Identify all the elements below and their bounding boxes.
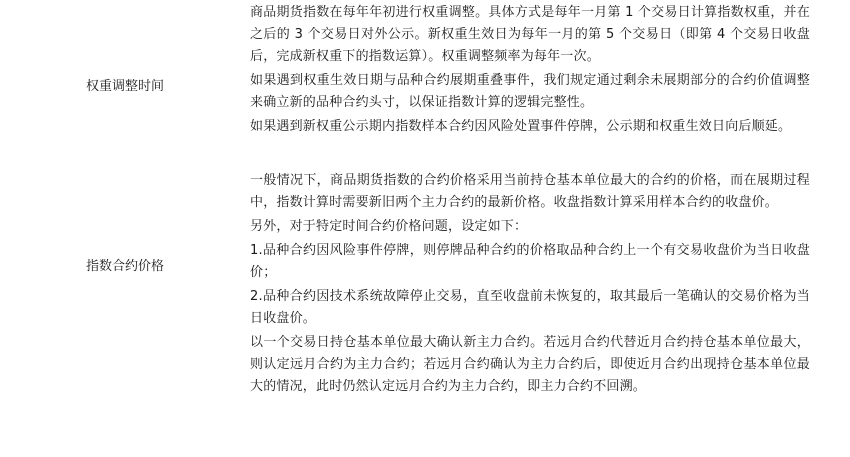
contract-price-paragraph: 以一个交易日持仓基本单位最大确认新主力合约。若远月合约代替近月合约持仓基本单位最大，则认定远月合约为主力合约；若远月合约确认为主力合约后，即使近月合约出现持仓基本单位最大的情况，此时仍然认定远月合约为主力合约，即主力合约不回溯。 bbox=[250, 335, 810, 394]
weight-adjustment-label: 权重调整时间 bbox=[85, 79, 164, 94]
contract-price-row bbox=[0, 170, 850, 457]
contract-price-paragraph: 另外，对于特定时间合约价格问题，设定如下： bbox=[250, 219, 528, 234]
contract-price-paragraph: 1.品种合约因风险事件停牌，则停牌品种合约的价格取品种合约上一个有交易收盘价为当日收盘价； bbox=[250, 243, 810, 280]
contract-price-paragraph: 一般情况下，商品期货指数的合约价格采用当前持仓基本单位最大的合约的价格，而在展期过程中，指数计算时需要新旧两个主力合约的最新价格。收盘指数计算采用样本合约的收盘价。 bbox=[250, 173, 810, 210]
weight-adjustment-paragraph: 商品期货指数在每年年初进行权重调整。具体方式是每年一月第 1 个交易日计算指数权重，并在之后的 3 个交易日对外公示。新权重生效日为每年一月的第 5 个交易日（即第 4 个交易日收盘后，完成新权重下的指数运算）。权重调整频率为每年一次。 bbox=[250, 5, 810, 64]
weight-adjustment-content bbox=[250, 2, 810, 138]
contract-price-paragraph: 2.品种合约因技术系统故障停止交易，直至收盘前未恢复的，取其最后一笔确认的交易价格为当日收盘价。 bbox=[250, 289, 810, 326]
weight-adjustment-paragraph: 如果遇到权重生效日期与品种合约展期重叠事件，我们规定通过剩余未展期部分的合约价值调整来确立新的品种合约头寸，以保证指数计算的逻辑完整性。 bbox=[250, 73, 810, 110]
weight-adjustment-paragraph: 如果遇到新权重公示期内指数样本合约因风险处置事件停牌，公示期和权重生效日向后顺延。 bbox=[250, 119, 792, 134]
contract-price-content bbox=[250, 170, 810, 398]
contract-price-label: 指数合约价格 bbox=[85, 259, 164, 274]
weight-adjustment-row bbox=[0, 2, 850, 168]
